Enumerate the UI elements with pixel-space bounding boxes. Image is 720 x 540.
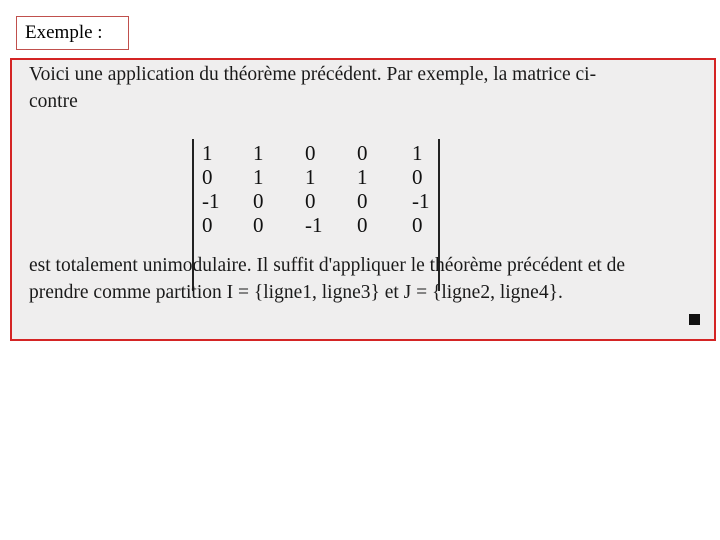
matrix-cell: 0 bbox=[412, 213, 423, 237]
matrix-row bbox=[188, 190, 444, 212]
paragraph-line-2: contre bbox=[29, 91, 78, 112]
matrix-cell: 0 bbox=[253, 213, 264, 237]
matrix-row bbox=[188, 142, 444, 164]
matrix-cell: 1 bbox=[412, 141, 423, 165]
matrix-cell: 1 bbox=[253, 165, 264, 189]
matrix-cell: 0 bbox=[357, 213, 368, 237]
matrix-cell: 0 bbox=[357, 189, 368, 213]
matrix-row bbox=[188, 166, 444, 188]
matrix-cell: 1 bbox=[253, 141, 264, 165]
matrix-cell: 0 bbox=[412, 165, 423, 189]
matrix-cell: 0 bbox=[357, 141, 368, 165]
scanned-excerpt bbox=[10, 58, 716, 341]
matrix-cell: -1 bbox=[305, 213, 323, 237]
matrix-cell: 0 bbox=[202, 213, 213, 237]
matrix-cell: -1 bbox=[412, 189, 430, 213]
matrix-cell: 1 bbox=[202, 141, 213, 165]
matrix-cell: 0 bbox=[305, 141, 316, 165]
paragraph-line-3: est totalement unimodulaire. Il suffit d'appliquer le théorème précédent et de bbox=[29, 255, 626, 276]
matrix-cell: 0 bbox=[202, 165, 213, 189]
example-label: Exemple : bbox=[16, 16, 129, 50]
matrix-cell: -1 bbox=[202, 189, 220, 213]
end-of-proof-icon bbox=[689, 314, 700, 325]
matrix-cell: 0 bbox=[305, 189, 316, 213]
paragraph-line-4: prendre comme partition I = {ligne1, ligne3} et J = {ligne2, ligne4}. bbox=[29, 282, 563, 303]
matrix-cell: 1 bbox=[305, 165, 316, 189]
matrix-cell: 1 bbox=[357, 165, 368, 189]
paragraph-line-1: Voici une application du théorème précédent. Par exemple, la matrice ci- bbox=[29, 64, 597, 85]
matrix-row bbox=[188, 214, 444, 236]
matrix-cell: 0 bbox=[253, 189, 264, 213]
